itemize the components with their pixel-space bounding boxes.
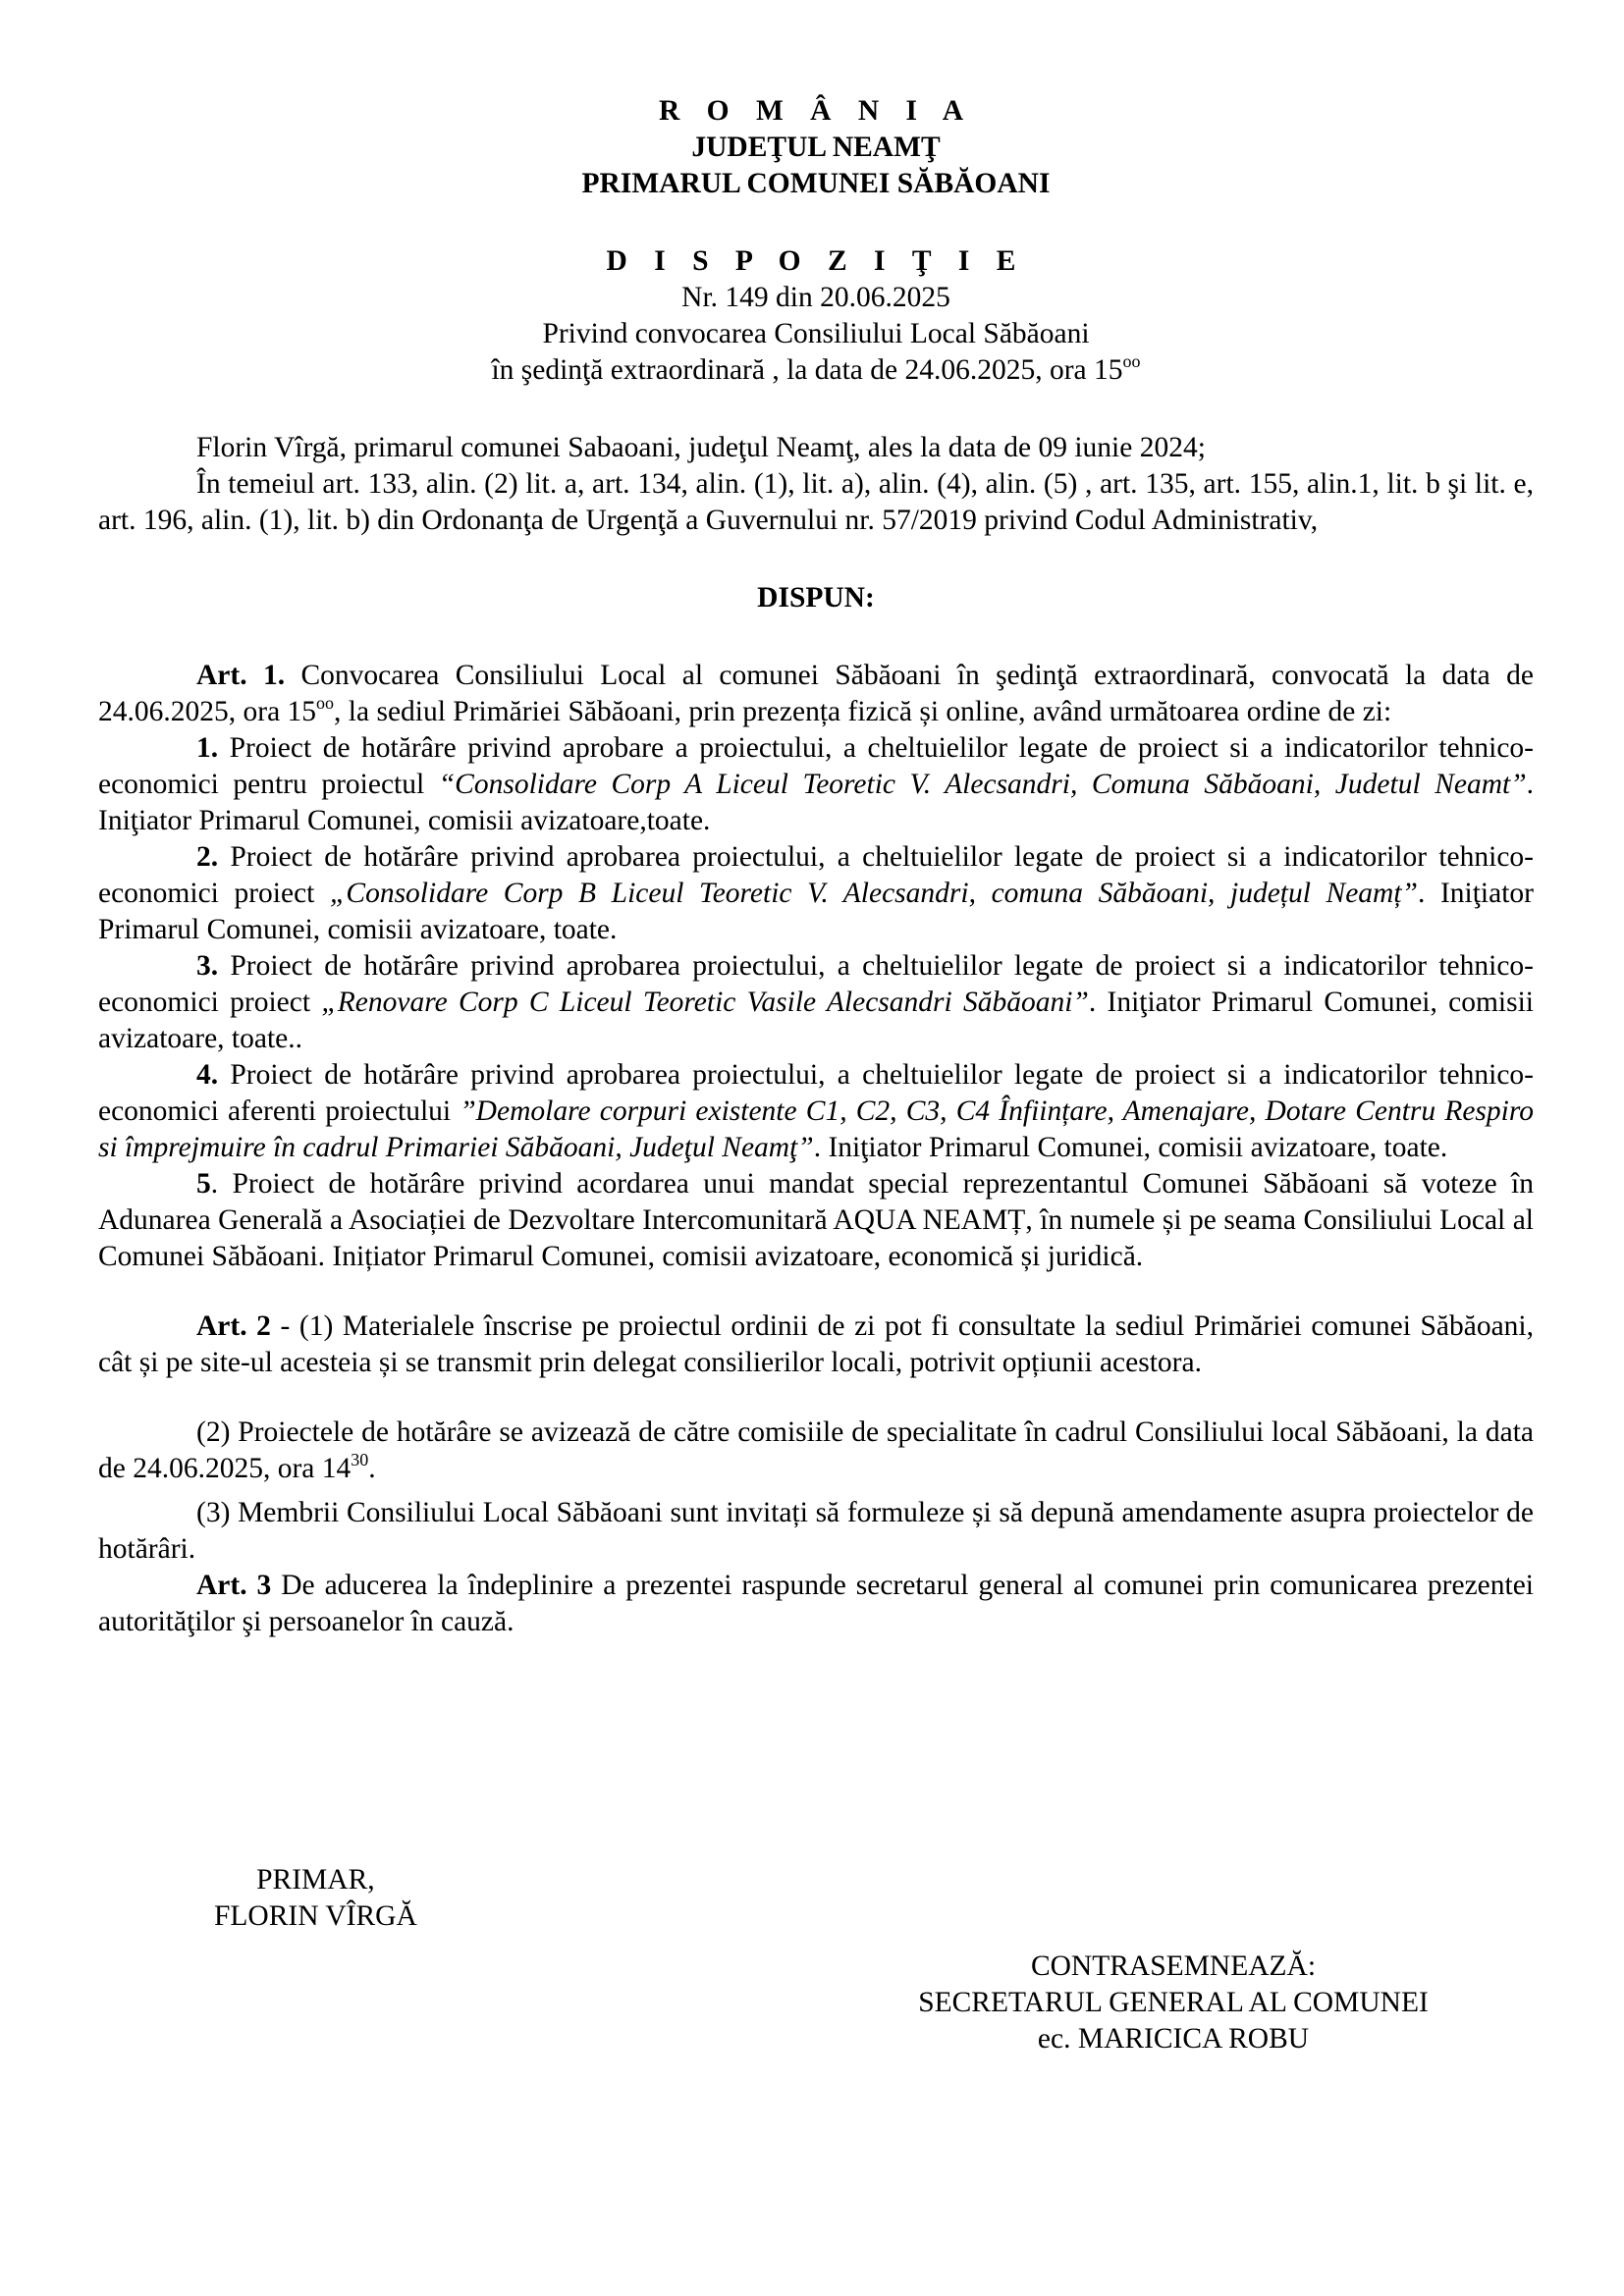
agenda-item-2-initiator: . Iniţiator Primarul Comunei, comisii avizatoare, toate.	[98, 878, 1534, 945]
agenda-item-5-text: . Proiect de hotărâre privind acordarea unui mandat special reprezentantul Comunei Săbăoani să voteze în Adunarea Generală a Asociației de Dezvoltare Intercomunitară AQUA NEAMȚ, în numele și pe seama Consiliului Local al Comunei Săbăoani. Inițiator Primarul Comunei, comisii avizatoare, economică și juridică.	[98, 1168, 1534, 1272]
article-2-paragraph-2-superscript: 30	[351, 1450, 369, 1469]
countersign-label: CONTRASEMNEAZĂ:	[1030, 1950, 1317, 1982]
agenda-item-2	[98, 839, 1534, 948]
agenda-item-1-project: “Consolidare Corp A Liceul Teoretic V. Alecsandri, Comuna Săbăoani, Judetul Neamt”	[438, 769, 1527, 800]
preamble-mayor: Florin Vîrgă, primarul comunei Sabaoani, judeţul Neamţ, ales la data de 09 iunie 2024;	[196, 432, 1206, 463]
agenda-item-3-project: „Renovare Corp C Liceul Teoretic Vasile Alecsandri Săbăoani”	[321, 987, 1089, 1018]
article-3-label: Art. 3	[196, 1570, 272, 1601]
agenda-item-3-initiator: . Iniţiator Primarul Comunei, comisii avizatoare, toate..	[98, 987, 1535, 1054]
agenda-item-4-text: Proiect de hotărâre privind aprobarea proiectului, a cheltuielilor legate de proiect si a indicatorilor tehnico-economici aferenti proiectului	[98, 1059, 1534, 1127]
agenda-item-1	[98, 730, 1534, 839]
agenda-item-4-number: 4.	[196, 1059, 219, 1091]
document-number: Nr. 149 din 20.06.2025	[681, 282, 950, 313]
article-1	[98, 658, 1534, 730]
agenda-item-1-number: 1.	[196, 732, 219, 764]
article-2-paragraph-2-text: (2) Proiectele de hotărâre se avizează de către comisiile de specialitate în cadrul Consiliului local Săbăoani, la data de 24.06.2025, ora 14	[98, 1416, 1534, 1484]
agenda-item-5-number: 5	[196, 1168, 211, 1200]
agenda-item-5	[98, 1166, 1534, 1275]
document-heading: D I S P O Z I Ţ I E	[606, 245, 1026, 277]
article-2-paragraph-2-end: .	[368, 1453, 376, 1484]
agenda-item-2-number: 2.	[196, 841, 219, 873]
header-mayor: PRIMARUL COMUNEI SĂBĂOANI	[581, 168, 1051, 199]
article-1-label: Art. 1.	[196, 660, 286, 691]
article-1-superscript: oo	[316, 693, 335, 713]
article-1-text-a: Convocarea Consiliului Local al comunei Săbăoani în şedinţă extraordinară, convocată la data de 24.06.2025, ora 15	[98, 660, 1534, 727]
mayor-signature-block	[214, 1862, 417, 1935]
session-text: în şedinţă extraordinară , la data de 24.06.2025, ora 15	[491, 354, 1123, 386]
article-2-label: Art. 2	[196, 1310, 271, 1342]
mayor-role: PRIMAR,	[256, 1864, 375, 1896]
agenda-item-4	[98, 1057, 1534, 1166]
article-3-text: De aducerea la îndeplinire a prezentei raspunde secretarul general al comunei prin comunicarea prezentei autorităţilor şi persoanelor în cauză.	[98, 1570, 1534, 1637]
agenda-item-4-initiator: . Iniţiator Primarul Comunei, comisii avizatoare, toate.	[813, 1132, 1448, 1163]
article-2	[98, 1308, 1534, 1381]
article-3	[98, 1568, 1534, 1640]
secretary-title: SECRETARUL GENERAL AL COMUNEI	[918, 1987, 1429, 2018]
agenda-item-3-text: Proiect de hotărâre privind aprobarea proiectului, a cheltuielilor legate de proiect si a indicatorilor tehnico-economici proiect	[98, 950, 1534, 1018]
header-county: JUDEŢUL NEAMŢ	[691, 132, 941, 163]
document-body	[98, 93, 1534, 1640]
article-2-text: - (1) Materialele înscrise pe proiectul ordinii de zi pot fi consultate la sediul Primăriei comunei Săbăoani, cât și pe site-ul acesteia și se transmit prin delegat consilierilor locali, potrivit opțiunii acestora.	[98, 1310, 1534, 1378]
document-subject: Privind convocarea Consiliului Local Săbăoani	[542, 318, 1090, 349]
agenda-item-3	[98, 948, 1534, 1057]
mayor-name: FLORIN VÎRGĂ	[214, 1900, 417, 1932]
preamble-legal-basis: În temeiul art. 133, alin. (2) lit. a, art. 134, alin. (1), lit. a), alin. (4), alin. (5) , art. 135, art. 155, alin.1, lit. b şi lit. e, art. 196, alin. (1), lit. b) din Ordonanţa de Urgenţă a Guvernului nr. 57/2019 privind Codul Administrativ,	[98, 468, 1534, 536]
agenda-item-3-number: 3.	[196, 950, 219, 982]
agenda-item-2-text: Proiect de hotărâre privind aprobarea proiectului, a cheltuielilor legate de proiect si a indicatorilor tehnico-economici proiect	[98, 841, 1534, 909]
agenda-item-1-text: Proiect de hotărâre privind aprobare a proiectului, a cheltuielilor legate de proiect si a indicatorilor tehnico-economici pentru proiectul	[98, 732, 1534, 800]
agenda-item-4-project: ”Demolare corpuri existente C1, C2, C3, C4 Înființare, Amenajare, Dotare Centru Respiro si împrejmuire în cadrul Primariei Săbăoani, Judeţul Neamţ”	[98, 1095, 1534, 1163]
document-session	[98, 352, 1534, 389]
agenda-item-1-initiator: . Iniţiator Primarul Comunei, comisii avizatoare,toate.	[98, 769, 1534, 836]
agenda-item-2-project: „Consolidare Corp B Liceul Teoretic V. Alecsandri, comuna Săbăoani, județul Neamț”	[329, 878, 1418, 909]
session-superscript: oo	[1122, 351, 1141, 371]
article-2-paragraph-2	[98, 1415, 1534, 1487]
article-1-text-b: , la sediul Primăriei Săbăoani, prin prezența fizică și online, având următoarea ordine de zi:	[334, 696, 1392, 727]
document-header	[98, 93, 1534, 202]
header-country: R O M Â N I A	[658, 95, 974, 127]
dispun-heading: DISPUN:	[757, 582, 875, 614]
secretary-name: ec. MARICICA ROBU	[1037, 2023, 1310, 2055]
secretary-signature-block	[879, 1949, 1468, 2057]
article-2-paragraph-3: (3) Membrii Consiliului Local Săbăoani sunt invitați să formuleze și să depună amendamente asupra proiectelor de hotărâri.	[98, 1497, 1534, 1565]
document-title-block	[98, 243, 1534, 389]
